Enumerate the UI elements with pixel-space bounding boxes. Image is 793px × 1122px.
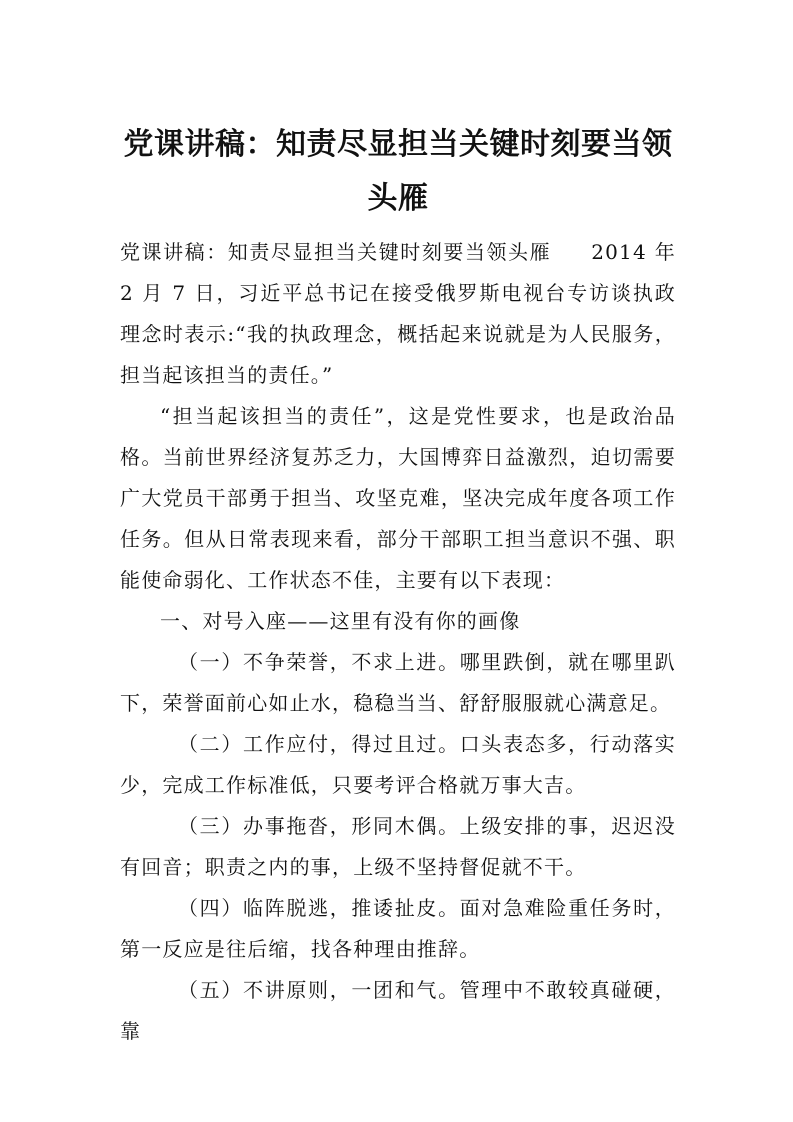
document-body xyxy=(120,232,676,1052)
list-item-4: （四）临阵脱逃，推诿扯皮。面对急难险重任务时，第一反应是往后缩，找各种理由推辞。 xyxy=(120,896,676,961)
intro-paragraph xyxy=(120,232,676,396)
intro-text: 2014 年 2 月 7 日，习近平总书记在接受俄罗斯电视台专访谈执政理念时表示:“我的执政理念，概括起来说就是为人民服务，担当起该担当的责任。” xyxy=(120,240,677,387)
paragraph-responsibility: “担当起该担当的责任”，这是党性要求，也是政治品格。当前世界经济复苏乏力，大国博弈日益激烈，迫切需要广大党员干部勇于担当、攻坚克难，坚决完成年度各项工作任务。但从日常表现来看，部分干部职工担当意识不强、职能使命弱化、工作状态不佳，主要有以下表现： xyxy=(120,404,676,592)
section-heading-1: 一、对号入座——这里有没有你的画像 xyxy=(160,609,521,633)
list-item-3: （三）办事拖沓，形同木偶。上级安排的事，迟迟没有回音；职责之内的事，上级不坚持督促就不干。 xyxy=(120,814,676,879)
intro-heading: 党课讲稿：知责尽显担当关键时刻要当领头雁 xyxy=(120,240,552,264)
list-item-1: （一）不争荣誉，不求上进。哪里跌倒，就在哪里趴下，荣誉面前心如止水，稳稳当当、舒舒服服就心满意足。 xyxy=(120,650,676,715)
document-title: 党课讲稿：知责尽显担当关键时刻要当领头雁 xyxy=(123,127,673,216)
list-item-2: （二）工作应付，得过且过。口头表态多，行动落实少，完成工作标准低，只要考评合格就万事大吉。 xyxy=(120,732,676,797)
list-item-5: （五）不讲原则，一团和气。管理中不敢较真碰硬，靠 xyxy=(120,978,676,1043)
